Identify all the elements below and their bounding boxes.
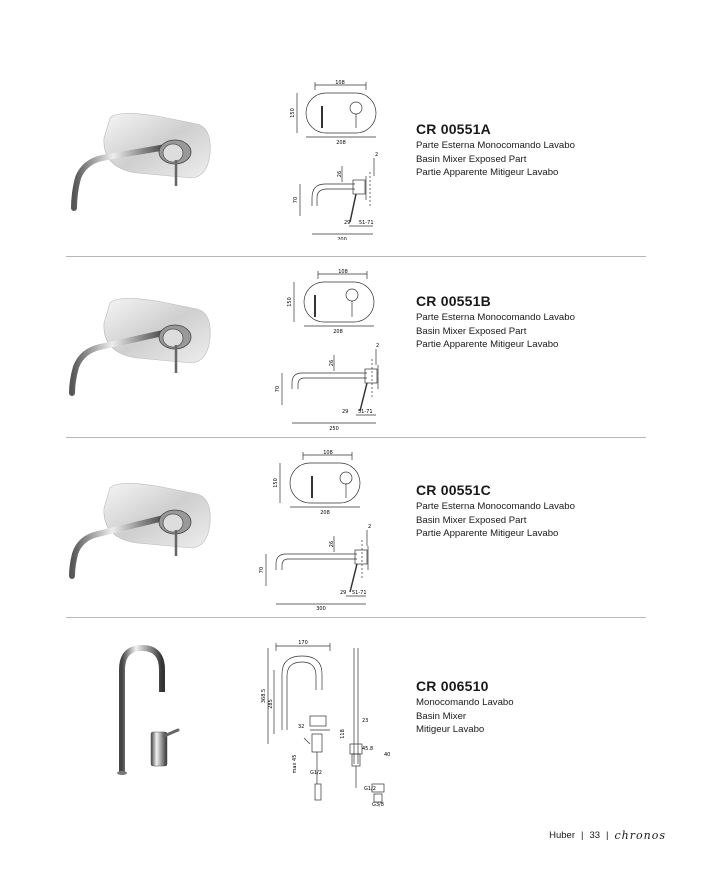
dim-range: 51-71 [358,409,373,415]
page-footer [549,829,666,842]
product-desc-it: Parte Esterna Monocomando Lavabo [416,140,575,151]
dim-plate-width: 208 [320,510,330,516]
product-desc-it: Monocomando Lavabo [416,697,514,708]
dim-height: 150 [273,478,279,488]
technical-drawing-2 [272,265,392,433]
dim-g12b: G1/2 [364,786,376,792]
product-code: CR 00551A [416,121,491,137]
footer-separator: | [581,830,584,841]
dim-depth: 2 [368,524,372,530]
dim-26: 26 [337,170,343,178]
dim-g38: G3/8 [372,802,384,808]
footer-separator: | [606,830,609,841]
dim-spout-height: 70 [293,196,299,204]
dim-max: max 45 [292,754,298,774]
technical-drawing-3 [254,444,394,610]
product-desc-fr: Mitigeur Lavabo [416,724,485,736]
technical-drawing-4 [254,634,394,808]
product-desc-fr: Partie Apparente Mitigeur Lavabo [416,167,559,179]
page-number: 33 [589,830,601,841]
dim-spout-height: 70 [275,385,281,393]
product-section-1 [0,0,710,256]
dim-29: 29 [340,590,347,596]
dim-height: 150 [287,297,293,307]
product-photo-1 [62,108,222,218]
dim-height-spout: 285 [268,699,274,709]
product-desc-en: Basin Mixer [416,710,467,722]
dim-26: 26 [329,540,335,548]
product-desc-it: Parte Esterna Monocomando Lavabo [416,501,575,512]
dim-32: 32 [298,724,305,730]
product-desc-it: Parte Esterna Monocomando Lavabo [416,312,575,323]
technical-drawing-1 [280,76,390,240]
dim-118: 118 [340,729,346,739]
product-photo-4 [106,640,186,780]
product-code: CR 00551C [416,482,491,498]
chronos-logo: chronos [614,829,666,842]
dim-depth: 2 [375,152,379,158]
product-info-2 [416,293,575,352]
dim-top-width: 108 [338,269,348,275]
dim-range: 51-71 [359,220,374,226]
product-section-3 [0,438,710,618]
dim-width: 170 [298,640,308,646]
product-photo-2 [62,293,222,403]
dim-length: 300 [316,606,326,610]
dim-length: 250 [329,426,339,432]
product-desc-en: Basin Mixer Exposed Part [416,514,527,526]
dim-range: 51-71 [352,590,367,596]
dim-29: 29 [342,409,349,415]
dim-40: 40 [384,752,391,758]
dim-spout-height: 70 [259,566,265,574]
product-section-2 [0,257,710,437]
product-info-3 [416,482,575,541]
dim-45: 45.8 [362,746,374,752]
product-desc-fr: Partie Apparente Mitigeur Lavabo [416,528,559,540]
dim-23: 23 [362,718,369,724]
dim-plate-width: 208 [333,329,343,335]
product-info-4 [416,678,514,737]
dim-depth: 2 [376,343,380,349]
product-desc-en: Basin Mixer Exposed Part [416,153,527,165]
dim-plate-width: 208 [336,140,346,146]
product-code: CR 006510 [416,678,489,694]
product-desc-fr: Partie Apparente Mitigeur Lavabo [416,339,559,351]
product-section-4 [0,618,710,808]
dim-top-width: 108 [335,80,345,86]
dim-26: 26 [329,359,335,367]
dim-height-total: 368.5 [261,688,267,704]
product-desc-en: Basin Mixer Exposed Part [416,325,527,337]
dim-height: 150 [290,108,296,118]
dim-top-width: 108 [323,450,333,456]
dim-length: 200 [337,237,347,240]
product-code: CR 00551B [416,293,491,309]
footer-brand: Huber [549,830,575,841]
product-info-1 [416,121,575,180]
dim-g12: G1/2 [310,770,322,776]
dim-29: 29 [344,220,351,226]
product-photo-3 [62,478,222,588]
